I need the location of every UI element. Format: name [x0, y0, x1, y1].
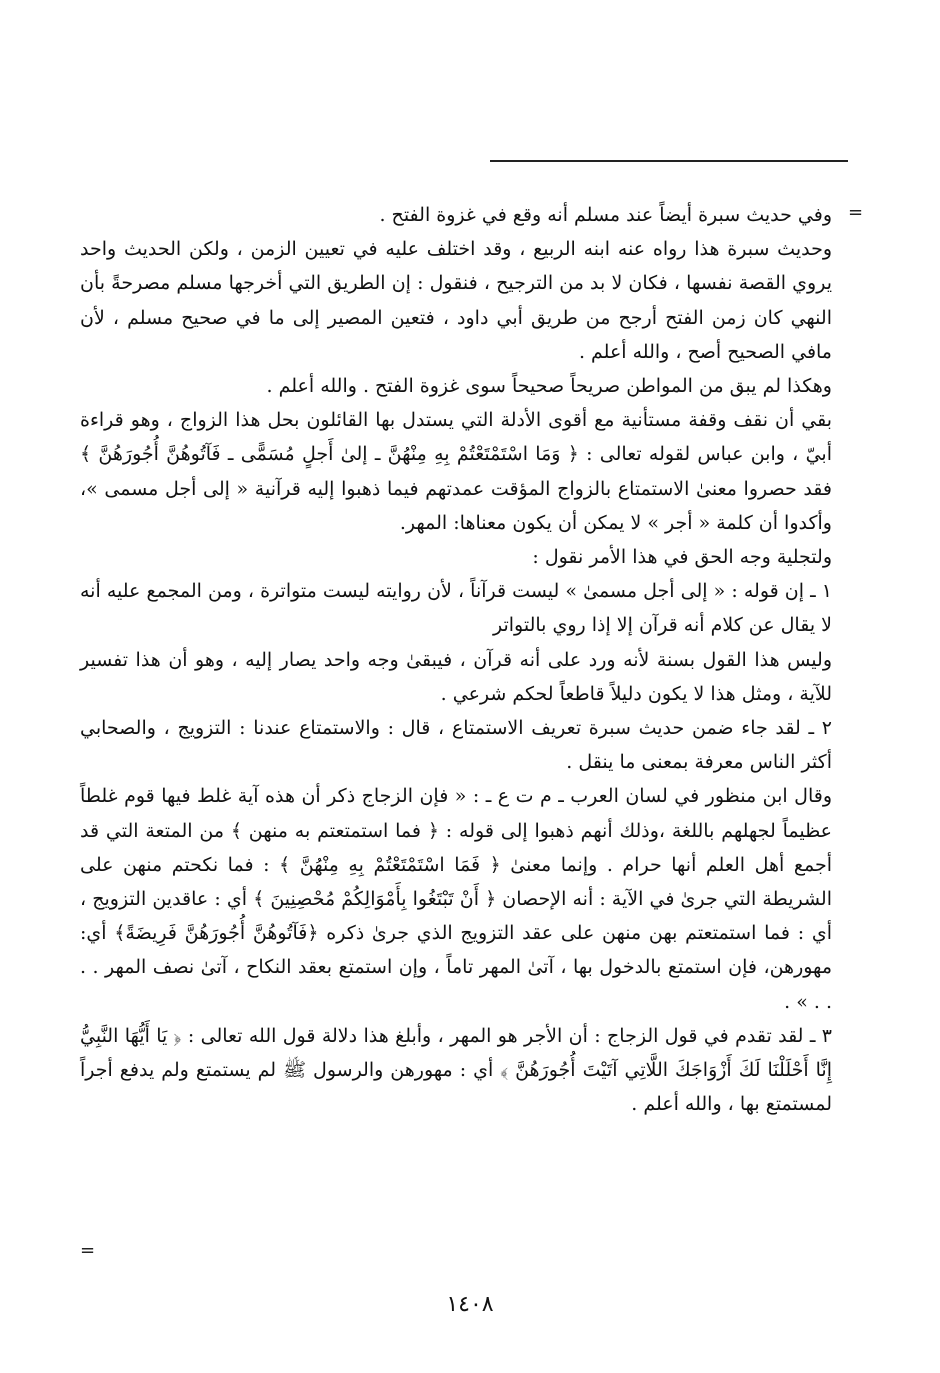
paragraph-7: وليس هذا القول بسنة لأنه ورد على أنه قرآن ، فيبقىٰ وجه واحد يصار إليه ، وهو أن هذا تفسير للآية ، ومثل هذا لا يكون دليلاً قاطعاً لحكم شرعي .	[80, 648, 832, 705]
page-number: ١٤٠٨	[446, 1292, 494, 1317]
paragraph-8: ٢ ـ لقد جاء ضمن حديث سبرة تعريف الاستمتاع ، قال : والاستمتاع عندنا : التزويج ، والصحابي أكثر الناس معرفة بمعنى ما ينقل .	[80, 717, 832, 774]
continuation-mark-top: =	[848, 202, 864, 223]
paragraph-9: وقال ابن منظور في لسان العرب ـ م ت ع ـ : « فإن الزجاج ذكر أن هذه آية غلط فيها قوم غلطاً عظيماً لجهلهم باللغة ،وذلك أنهم ذهبوا إلى قوله : ﴿ فما استمتعتم به منهن ﴾ من المتعة التي قد أجمع أهل العلم أنها حرام . وإنما معنىٰ ﴿ فَمَا اسْتَمْتَعْتُمْ بِهِ مِنْهُنَّ ﴾ : فما نكحتم منهن على الشريطة التي جرىٰ في الآية : أنه الإحصان ﴿ أَنْ تَبْتَغُوا بِأَمْوَالِكُمْ مُحْصِنِينَ ﴾ أي : عاقدين التزويج ، أي : فما استمتعتم بهن منهن على عقد التزويج الذي جرىٰ ذكره ﴿فَآتُوهُنَّ أُجُورَهُنَّ فَرِيضَةً﴾ أي: مهورهن، فإن استمتع بالدخول بها ، آتىٰ المهر تاماً ، وإن استمتع بعقد النكاح ، آتىٰ نصف المهر . . . . » .	[80, 785, 832, 1013]
paragraph-1: وفي حديث سبرة أيضاً عند مسلم أنه وقع في غزوة الفتح .	[379, 204, 832, 226]
paragraph-2: وحديث سبرة هذا رواه عنه ابنه الربيع ، وقد اختلف عليه في تعيين الزمن ، ولكن الحديث واحد يروي القصة نفسها ، فكان لا بد من الترجيح ، فنقول : إن الطريق التي أخرجها مسلم مصرحةً بأن النهي كان زمن الفتح أرجح من طريق أبي داود ، فتعين المصير إلى ما في صحيح مسلم ، لأن مافي الصحيح أصح ، والله أعلم .	[80, 238, 832, 363]
paragraph-6: ١ ـ إن قوله : « إلى أجل مسمىٰ » ليست قرآناً ، لأن روايته ليست متواترة ، ومن المجمع عليه أنه لا يقال عن كلام أنه قرآن إلا إذا روي بالتواتر	[80, 580, 832, 637]
paragraph-5: ولتجلية وجه الحق في هذا الأمر نقول :	[532, 546, 832, 569]
continuation-mark-bottom: =	[80, 1240, 96, 1261]
header-rule	[490, 160, 848, 162]
paragraph-10: ٣ ـ لقد تقدم في قول الزجاج : أن الأجر هو المهر ، وأبلغ هذا دلالة قول الله تعالى : ﴿ يَا أَيُّهَا النَّبِيُّ إِنَّا أَحْلَلْنَا لَكَ أَزْوَاجَكَ اللَّاتِي آتَيْتَ أُجُورَهُنَّ ﴾ أي : مهورهن والرسول ﷺ لم يستمتع ولم يدفع أجراً لمستمتع بها ، والله أعلم .	[80, 1024, 832, 1116]
paragraph-3: وهكذا لم يبق من المواطن صريحاً صحيحاً سوى غزوة الفتح . والله أعلم .	[266, 375, 832, 398]
paragraph-4: بقي أن نقف وقفة مستأنية مع أقوى الأدلة التي يستدل بها القائلون بحل هذا الزواج ، وهو قراءة أبيّ ، وابن عباس لقوله تعالى : ﴿ وَمَا اسْتَمْتَعْتُمْ بِهِ مِنْهُنَّ ـ إلىٰ أَجلٍ مُسَمًّى ـ فَآتُوهُنَّ أُجُورَهُنَّ ﴾ فقد حصروا معنىٰ الاستمتاع بالزواج المؤقت عمدتهم فيما ذهبوا إليه قرآنية « إلى أجل مسمى »، وأكدوا أن كلمة « أجر » لا يمكن أن يكون معناها: المهر.	[80, 409, 832, 534]
body-text	[80, 198, 832, 1121]
